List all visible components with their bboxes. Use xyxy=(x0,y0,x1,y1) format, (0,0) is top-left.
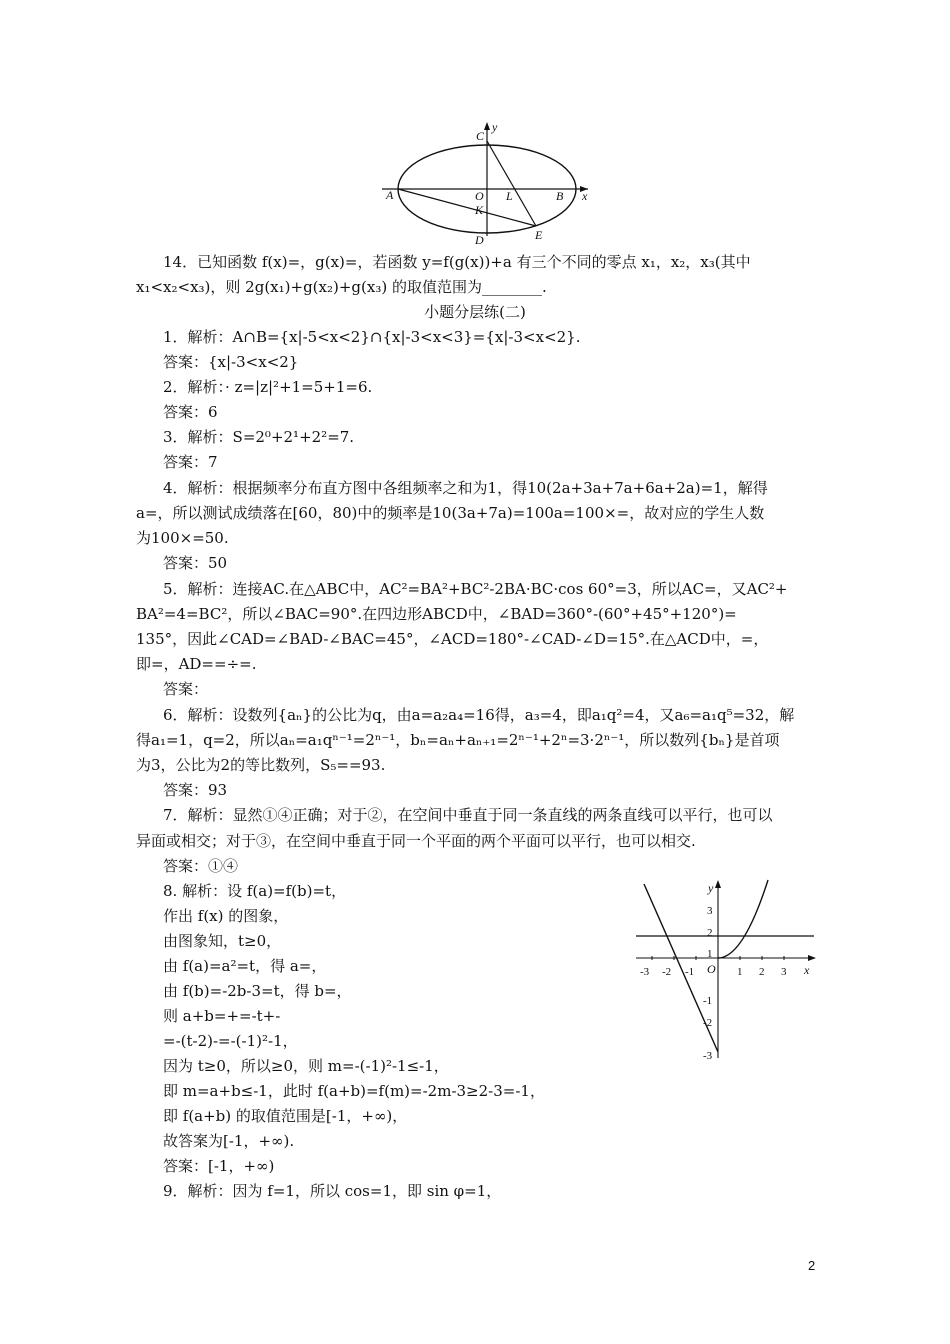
text-line: 9．解析：因为 f=1，所以 cos=1，即 sin φ=1， xyxy=(163,1182,502,1200)
x-tick: 3 xyxy=(781,966,787,978)
text-line: 7．解析：显然①④正确；对于②，在空间中垂直于同一条直线的两条直线可以平行，也可以 xyxy=(163,806,773,824)
text-line: 由 f(a)=a²=t，得 a=， xyxy=(163,957,327,975)
answer-line: 答案：6 xyxy=(163,403,218,421)
text-line: 则 a+b=+=-t+- xyxy=(163,1007,281,1025)
text-line: 8. 解析：设 f(a)=f(b)=t， xyxy=(163,882,347,900)
label-x: x xyxy=(582,189,588,203)
text-line: 得a₁=1，q=2，所以aₙ=a₁qⁿ⁻¹=2ⁿ⁻¹，bₙ=aₙ+aₙ₊₁=2ⁿ⁻¹+2ⁿ=3·2ⁿ⁻¹，所以数列{bₙ}是首项 xyxy=(136,731,780,749)
text-line: 即 f(a+b) 的取值范围是[-1，+∞)， xyxy=(163,1107,408,1125)
graph-label-x: x xyxy=(804,963,810,977)
x-tick: 2 xyxy=(759,966,765,978)
function-graph-figure xyxy=(630,876,820,1064)
text-line: 由图象知，t≥0， xyxy=(163,932,282,950)
text-line: 故答案为[-1，+∞). xyxy=(163,1132,295,1150)
y-tick: -1 xyxy=(703,995,713,1007)
text-line: 异面或相交；对于③，在空间中垂直于同一个平面的两个平面可以平行，也可以相交. xyxy=(136,832,696,850)
answer-line: 答案：①④ xyxy=(163,857,239,875)
answer-line: 答案：93 xyxy=(163,781,228,799)
x-tick: -3 xyxy=(640,966,650,978)
answer-line: 答案：50 xyxy=(163,554,228,572)
text-line: 作出 f(x) 的图象， xyxy=(163,907,289,925)
text-line: 5．解析：连接AC.在△ABC中，AC²=BA²+BC²-2BA·BC·cos 60°=3，所以AC=，又AC²+ xyxy=(163,580,788,598)
text-line: 135°，因此∠CAD=∠BAD-∠BAC=45°，∠ACD=180°-∠CAD-∠D=15°.在△ACD中，=， xyxy=(136,630,769,648)
page-number: 2 xyxy=(808,1258,816,1273)
text-line: 4．解析：根据频率分布直方图中各组频率之和为1，得10(2a+3a+7a+6a+2a)=1，解得 xyxy=(163,479,768,497)
y-tick: 2 xyxy=(707,927,713,939)
graph-label-y: y xyxy=(708,881,714,895)
ellipse-figure xyxy=(360,118,600,248)
text-line: 即 m=a+b≤-1，此时 f(a+b)=f(m)=-2m-3≥2-3=-1， xyxy=(163,1082,545,1100)
text-line: BA²=4=BC²，所以∠BAC=90°.在四边形ABCD中，∠BAD=360°-(60°+45°+120°)= xyxy=(136,605,737,623)
x-tick: 1 xyxy=(737,966,743,978)
label-O: O xyxy=(475,189,484,203)
text-line: 2．解析：· z=|z|²+1=5+1=6. xyxy=(163,378,373,396)
text-line: 3．解析：S=2⁰+2¹+2²=7. xyxy=(163,428,355,446)
text-line: 为3，公比为2的等比数列，S₅==93. xyxy=(136,756,386,774)
answer-line: 答案： xyxy=(163,680,209,698)
parabola-y-x2 xyxy=(718,880,768,958)
y-tick: -2 xyxy=(703,1017,713,1029)
text-line: 为100×=50. xyxy=(136,529,229,547)
problem-14-line2: x₁<x₂<x₃)，则 2g(x₁)+g(x₂)+g(x₃) 的取值范围为________. xyxy=(136,278,547,296)
graph-label-O: O xyxy=(707,962,716,976)
label-A: A xyxy=(386,188,394,202)
y-tick: 3 xyxy=(707,905,713,917)
label-D: D xyxy=(475,233,484,247)
section-title: 小题分层练(二) xyxy=(424,303,526,321)
label-L: L xyxy=(506,189,513,203)
text-line: 6．解析：设数列{aₙ}的公比为q，由a=a₂a₄=16得，a₃=4，即a₁q²=4，又a₆=a₁q⁵=32，解 xyxy=(163,706,795,724)
answer-line: 答案：7 xyxy=(163,453,218,471)
answer-line: 答案：{x|-3<x<2} xyxy=(163,353,299,371)
y-tick: -3 xyxy=(703,1050,713,1062)
label-E: E xyxy=(535,228,543,242)
text-line: 因为 t≥0，所以≥0，则 m=-(-1)²-1≤-1， xyxy=(163,1057,449,1075)
problem-14-line1: 14．已知函数 f(x)=，g(x)=，若函数 y=f(g(x))+a 有三个不同的零点 x₁，x₂，x₃(其中 xyxy=(163,253,751,271)
text-line: 由 f(b)=-2b-3=t，得 b=， xyxy=(163,982,352,1000)
text-line: a=，所以测试成绩落在[60，80)中的频率是10(3a+7a)=100a=100×=，故对应的学生人数 xyxy=(136,504,765,522)
label-B: B xyxy=(556,189,564,203)
x-tick: -1 xyxy=(685,966,695,978)
y-tick: 1 xyxy=(707,948,713,960)
answer-line: 答案：[-1，+∞) xyxy=(163,1157,275,1175)
text-line: 即=，AD==÷=. xyxy=(136,655,257,673)
text-line: 1．解析：A∩B={x|-5<x<2}∩{x|-3<x<3}={x|-3<x<2}. xyxy=(163,328,581,346)
label-C: C xyxy=(476,129,485,143)
x-tick: -2 xyxy=(662,966,672,978)
text-line: =-(t-2)-=-(-1)²-1， xyxy=(163,1032,298,1050)
label-K: K xyxy=(475,203,484,217)
label-y: y xyxy=(492,120,498,134)
